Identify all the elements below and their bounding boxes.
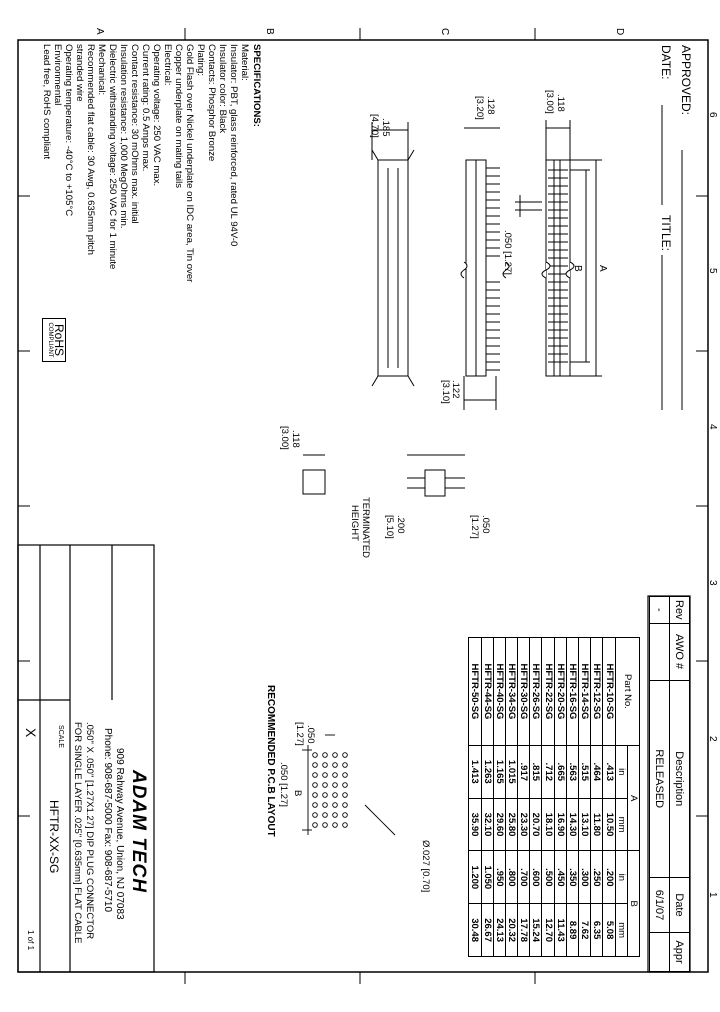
dim-left-470: [4.70] bbox=[369, 114, 380, 138]
table-cell-part: HFTR-12-SG bbox=[591, 638, 603, 746]
table-cell-a-in: 1.165 bbox=[493, 745, 505, 798]
zone-number-top-4: 3 bbox=[707, 580, 718, 586]
top-view-connector bbox=[515, 120, 602, 376]
table-cell-b-in: .950 bbox=[493, 851, 505, 904]
spec-line: Plating: bbox=[195, 44, 206, 76]
b-in-header: in bbox=[615, 851, 627, 904]
spec-line: Gold Flash over Nickel underplate on IDC area, Tin over bbox=[184, 44, 195, 283]
dim-mid-122: .122 bbox=[450, 380, 461, 399]
dim-top-300: [3.00] bbox=[544, 90, 555, 114]
dim-mid-310: [3.10] bbox=[440, 380, 451, 404]
side-profile-connector bbox=[372, 122, 414, 386]
table-cell-b-in: .300 bbox=[579, 851, 591, 904]
a-mm-header: mm bbox=[615, 798, 627, 851]
table-cell-a-mm: 13.10 bbox=[579, 798, 591, 851]
company-phone: Phone: 908-687-5000 Fax: 908-687-5710 bbox=[102, 728, 113, 913]
parts-table bbox=[468, 637, 640, 957]
table-cell-a-mm: 23.30 bbox=[518, 798, 530, 851]
spec-line: Contacts: Phosphor Bronze bbox=[206, 44, 217, 162]
rohs-badge-sub: COMPLIANT bbox=[47, 322, 53, 358]
pcb-title: RECOMMENDED P.C.B LAYOUT bbox=[265, 685, 276, 837]
table-cell-a-in: 1.413 bbox=[469, 745, 481, 798]
zone-number-top-6: 1 bbox=[707, 892, 718, 898]
table-cell-part: HFTR-14-SG bbox=[579, 638, 591, 746]
dim-side-118: .118 bbox=[290, 430, 301, 448]
side-profile-body bbox=[378, 160, 408, 376]
zone-letter-left-b: B bbox=[264, 28, 275, 35]
table-cell-b-mm: 6.35 bbox=[591, 904, 603, 957]
table-cell-b-in: 1.050 bbox=[481, 851, 493, 904]
pcb-left-127: [1.27] bbox=[294, 722, 305, 746]
sheet-count: 1 of 1 bbox=[26, 930, 35, 951]
dim-label-b: B bbox=[572, 265, 583, 272]
table-cell-b-mm: 20.32 bbox=[505, 904, 517, 957]
rev-value: - bbox=[650, 597, 670, 624]
table-cell-b-in: .700 bbox=[518, 851, 530, 904]
spec-heading: SPECIFICATIONS: bbox=[251, 44, 262, 127]
title-label: TITLE: bbox=[659, 215, 673, 252]
table-cell-b-in: .600 bbox=[530, 851, 542, 904]
part-no-header: Part No. bbox=[615, 638, 639, 746]
date-value: 6/1/07 bbox=[650, 878, 670, 933]
table-row bbox=[469, 638, 481, 957]
table-cell-b-in: .350 bbox=[566, 851, 578, 904]
dim-left-185: .185 bbox=[380, 118, 391, 137]
dim-side-050: .050 bbox=[480, 515, 491, 534]
description-value: RELEASED bbox=[650, 680, 670, 877]
dim-side-127: [1.27] bbox=[469, 515, 480, 539]
dim-top-118: .118 bbox=[555, 94, 566, 112]
dim-side-300: [3.00] bbox=[279, 426, 290, 450]
terminated-label: TERMINATED bbox=[360, 497, 371, 559]
dim-left-128: .128 bbox=[485, 96, 496, 115]
table-cell-part: HFTR-26-SG bbox=[530, 638, 542, 746]
table-row bbox=[603, 638, 615, 957]
table-cell-b-mm: 5.08 bbox=[603, 904, 615, 957]
spec-line: Mechanical: bbox=[96, 44, 107, 96]
spec-line: Lead free, RoHS compliant bbox=[41, 44, 52, 160]
rohs-badge-title: RoHS bbox=[52, 323, 66, 356]
table-cell-b-mm: 30.48 bbox=[469, 904, 481, 957]
pcb-hole: Ø.027 [0.70] bbox=[420, 840, 431, 893]
pcb-layout-holes bbox=[302, 735, 395, 835]
table-cell-part: HFTR-34-SG bbox=[505, 638, 517, 746]
company-address: 909 Rahway Avenue, Union, NJ 07083 bbox=[114, 748, 125, 920]
table-cell-b-in: .500 bbox=[542, 851, 554, 904]
table-row bbox=[579, 638, 591, 957]
zone-number-top-2: 5 bbox=[707, 268, 718, 274]
awo-value bbox=[650, 623, 670, 680]
dim-label-a: A bbox=[597, 265, 608, 272]
table-row bbox=[566, 638, 578, 957]
scale-label: SCALE bbox=[57, 725, 64, 748]
spec-line: Material: bbox=[239, 44, 250, 81]
table-cell-a-mm: 20.70 bbox=[530, 798, 542, 851]
table-cell-a-mm: 16.90 bbox=[554, 798, 566, 851]
table-cell-part: HFTR-40-SG bbox=[493, 638, 505, 746]
dim-term-200: .200 bbox=[395, 515, 406, 534]
zone-letter-left-a: A bbox=[94, 28, 105, 35]
spec-line: Recommended flat cable: 30 Awg, 0.635mm pitch bbox=[85, 44, 96, 256]
table-cell-part: HFTR-22-SG bbox=[542, 638, 554, 746]
table-cell-a-in: .464 bbox=[591, 745, 603, 798]
table-cell-part: HFTR-16-SG bbox=[566, 638, 578, 746]
spec-lines bbox=[41, 44, 250, 282]
table-cell-b-mm: 24.13 bbox=[493, 904, 505, 957]
spec-line: Environmental bbox=[52, 44, 63, 106]
table-row bbox=[481, 638, 493, 957]
spec-line: Dielectric withstanding voltage: 250 VAC for 1 minute bbox=[107, 44, 118, 270]
zone-letter-left-d: D bbox=[614, 28, 625, 36]
rev-header: Rev bbox=[670, 597, 690, 624]
zone-letter-left-c: C bbox=[439, 28, 450, 36]
zone-number-top-1: 6 bbox=[707, 112, 718, 118]
table-cell-part: HFTR-20-SG bbox=[554, 638, 566, 746]
table-cell-a-in: 1.015 bbox=[505, 745, 517, 798]
table-row bbox=[530, 638, 542, 957]
table-cell-b-mm: 15.24 bbox=[530, 904, 542, 957]
spec-line: Current rating: 0.5 Amps max. bbox=[140, 44, 151, 172]
approved-label: APPROVED: bbox=[679, 45, 693, 116]
pcb-pitch: .050 [1.27] bbox=[278, 762, 289, 807]
title-desc-line-2: FOR SINGLE LAYER .025" [0.635mm] FLAT CABLE bbox=[72, 722, 83, 944]
table-cell-a-in: .515 bbox=[579, 745, 591, 798]
table-row bbox=[493, 638, 505, 957]
table-cell-b-in: .450 bbox=[554, 851, 566, 904]
table-row bbox=[554, 638, 566, 957]
appr-value bbox=[650, 933, 670, 972]
approval-lines bbox=[659, 105, 682, 410]
table-cell-part: HFTR-30-SG bbox=[518, 638, 530, 746]
revision-table bbox=[649, 596, 690, 972]
table-cell-a-mm: 29.60 bbox=[493, 798, 505, 851]
spec-line: Contact resistance: 30 mOhms max. initial bbox=[129, 44, 140, 224]
spec-line: stranded wire bbox=[74, 44, 85, 102]
appr-header: Appr bbox=[670, 933, 690, 972]
table-cell-a-mm: 14.30 bbox=[566, 798, 578, 851]
table-cell-a-in: .815 bbox=[530, 745, 542, 798]
table-cell-b-mm: 7.62 bbox=[579, 904, 591, 957]
spec-line: Copper underplate on mating tails bbox=[173, 44, 184, 188]
title-desc-line-1: .050" X .050" [1.27X1.27] DIP PLUG CONNECTOR bbox=[84, 722, 95, 940]
spec-line: Insulator color: Black bbox=[217, 44, 228, 134]
table-row bbox=[591, 638, 603, 957]
date-label: DATE: bbox=[659, 45, 673, 80]
table-cell-a-mm: 32.10 bbox=[481, 798, 493, 851]
scale-value: X bbox=[23, 728, 39, 738]
end-view-housing bbox=[303, 470, 325, 494]
rohs-badge bbox=[42, 318, 66, 362]
dim-pitch-050: .050 [1.27] bbox=[502, 230, 513, 275]
company-logo: ADAM TECH bbox=[128, 770, 149, 893]
table-cell-a-in: .712 bbox=[542, 745, 554, 798]
table-row bbox=[542, 638, 554, 957]
pcb-label-b: B bbox=[292, 790, 303, 797]
table-cell-a-mm: 25.80 bbox=[505, 798, 517, 851]
table-cell-b-mm: 26.67 bbox=[481, 904, 493, 957]
dim-left-320: [3.20] bbox=[474, 96, 485, 120]
table-cell-b-in: .800 bbox=[505, 851, 517, 904]
table-cell-part: HFTR-50-SG bbox=[469, 638, 481, 746]
table-cell-a-in: .563 bbox=[566, 745, 578, 798]
title-part-number: HFTR-XX-SG bbox=[47, 800, 61, 874]
table-cell-b-mm: 17.78 bbox=[518, 904, 530, 957]
table-cell-a-mm: 11.80 bbox=[591, 798, 603, 851]
table-row bbox=[505, 638, 517, 957]
table-cell-b-in: .250 bbox=[591, 851, 603, 904]
b-mm-header: mm bbox=[615, 904, 627, 957]
table-cell-a-in: 1.263 bbox=[481, 745, 493, 798]
pcb-left-050: .050 bbox=[305, 725, 316, 744]
table-cell-b-mm: 8.89 bbox=[566, 904, 578, 957]
date-header: Date bbox=[670, 878, 690, 933]
dim-term-510: [5.10] bbox=[384, 515, 395, 539]
spec-line: Operating voltage: 250 VAC max. bbox=[151, 44, 162, 187]
table-cell-b-mm: 11.43 bbox=[554, 904, 566, 957]
table-cell-b-in: .200 bbox=[603, 851, 615, 904]
end-view-pins bbox=[303, 455, 465, 496]
spec-line: Insulation resistance: 1,000 MegOhms min. bbox=[118, 44, 129, 229]
table-cell-a-mm: 18.10 bbox=[542, 798, 554, 851]
table-cell-a-mm: 10.50 bbox=[603, 798, 615, 851]
table-cell-a-mm: 35.90 bbox=[469, 798, 481, 851]
height-label: HEIGHT bbox=[349, 505, 360, 541]
zone-number-top-5: 2 bbox=[707, 736, 718, 742]
description-header: Description bbox=[670, 680, 690, 877]
a-header: A bbox=[627, 745, 639, 851]
table-cell-part: HFTR-10-SG bbox=[603, 638, 615, 746]
table-cell-part: HFTR-44-SG bbox=[481, 638, 493, 746]
table-row bbox=[518, 638, 530, 957]
table-cell-a-in: .665 bbox=[554, 745, 566, 798]
zone-number-top-3: 4 bbox=[707, 424, 718, 430]
spec-line: Operating temperature: -40°C to +105°C bbox=[63, 44, 74, 217]
awo-header: AWO # bbox=[670, 623, 690, 680]
table-cell-a-in: .917 bbox=[518, 745, 530, 798]
end-view-body bbox=[425, 470, 445, 496]
spec-line: Electrical: bbox=[162, 44, 173, 86]
a-in-header: in bbox=[615, 745, 627, 798]
b-header: B bbox=[627, 851, 639, 957]
spec-line: Insulator: PBT, glass reinforced, rated UL 94V-0 bbox=[228, 44, 239, 247]
table-cell-b-mm: 12.70 bbox=[542, 904, 554, 957]
parts-table-body bbox=[469, 638, 615, 957]
table-cell-a-in: .413 bbox=[603, 745, 615, 798]
table-cell-b-in: 1.200 bbox=[469, 851, 481, 904]
